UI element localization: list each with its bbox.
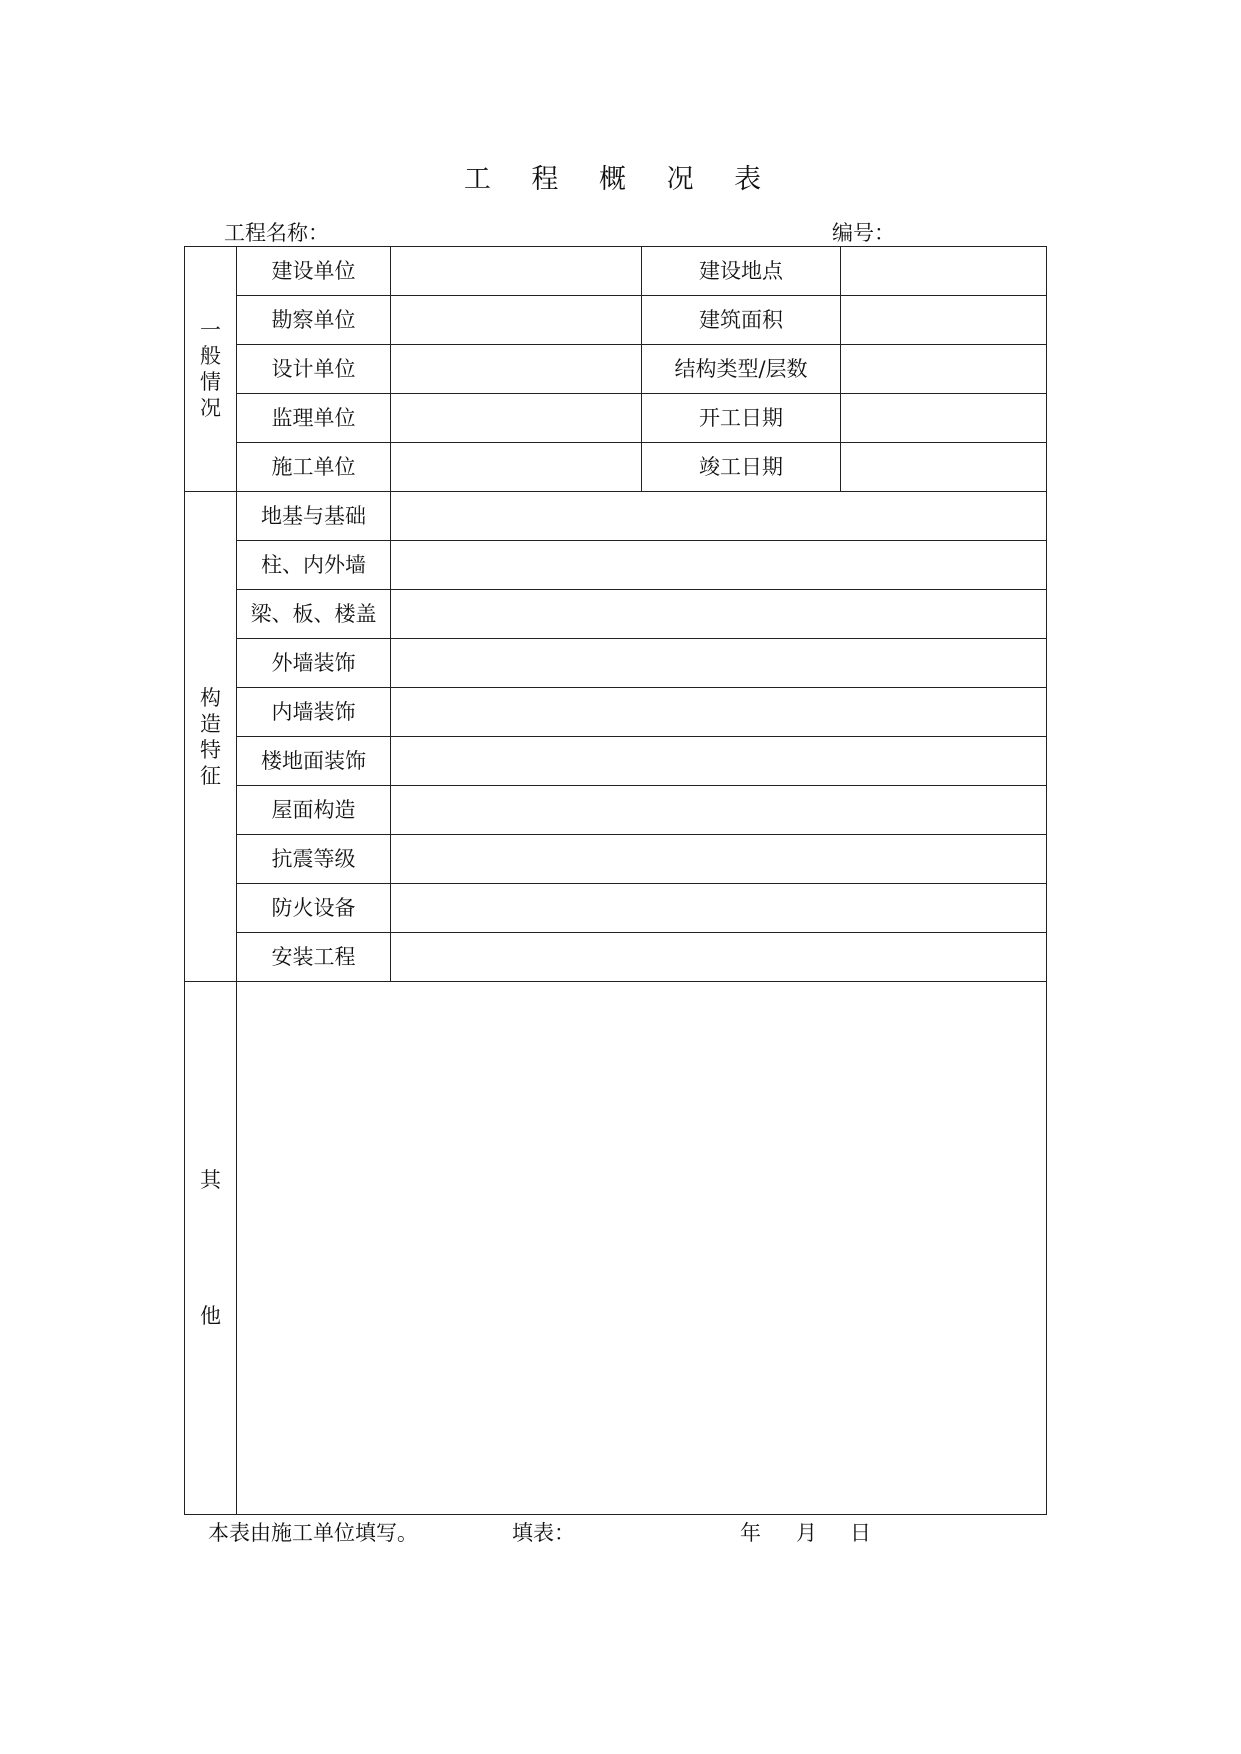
columns-walls-field[interactable] — [391, 541, 1047, 590]
table-row — [185, 982, 1047, 1515]
page-title: 工 程 概 况 表 — [463, 164, 778, 195]
field-label-installation: 安装工程 — [237, 933, 391, 982]
footer-note: 本表由施工单位填写。 — [208, 1521, 418, 1545]
field-label-seismic-grade: 抗震等级 — [237, 835, 391, 884]
field-label-interior-finish: 内墙装饰 — [237, 688, 391, 737]
year-label: 年 — [740, 1521, 761, 1545]
interior-finish-field[interactable] — [391, 688, 1047, 737]
table-row — [185, 247, 1047, 296]
other-section-label — [185, 982, 237, 1515]
table-row — [185, 541, 1047, 590]
field-label-columns-walls: 柱、内外墙 — [237, 541, 391, 590]
general-section-label — [185, 247, 237, 492]
table-row — [185, 492, 1047, 541]
section-label-char: 一 — [200, 318, 221, 342]
field-label-supervision-unit: 监理单位 — [237, 394, 391, 443]
section-label-char: 特 — [200, 737, 221, 762]
building-area-field[interactable] — [841, 296, 1047, 345]
roof-construction-field[interactable] — [391, 786, 1047, 835]
serial-number-label: 编号： — [832, 221, 895, 245]
project-overview-table — [184, 246, 1047, 1515]
field-label-construction-unit: 建设单位 — [237, 247, 391, 296]
filler-label: 填表： — [512, 1521, 575, 1545]
table-row — [185, 345, 1047, 394]
supervision-unit-field[interactable] — [391, 394, 642, 443]
field-label-design-unit: 设计单位 — [237, 345, 391, 394]
field-label-survey-unit: 勘察单位 — [237, 296, 391, 345]
construction-unit-field[interactable] — [391, 247, 642, 296]
table-row — [185, 933, 1047, 982]
month-label: 月 — [796, 1521, 817, 1545]
section-label-char: 造 — [200, 711, 221, 736]
field-label-construction-site: 建设地点 — [642, 247, 841, 296]
section-label-char: 征 — [200, 763, 221, 788]
contractor-unit-field[interactable] — [391, 443, 642, 492]
table-row — [185, 296, 1047, 345]
structure-section-label — [185, 492, 237, 982]
table-row — [185, 443, 1047, 492]
table-row — [185, 835, 1047, 884]
field-label-start-date: 开工日期 — [642, 394, 841, 443]
table-row — [185, 590, 1047, 639]
design-unit-field[interactable] — [391, 345, 642, 394]
table-row — [185, 394, 1047, 443]
field-label-foundation: 地基与基础 — [237, 492, 391, 541]
section-label-char: 况 — [200, 396, 221, 420]
table-row — [185, 884, 1047, 933]
section-label-char: 情 — [200, 370, 221, 394]
structure-type-field[interactable] — [841, 345, 1047, 394]
beams-slabs-field[interactable] — [391, 590, 1047, 639]
field-label-building-area: 建筑面积 — [642, 296, 841, 345]
construction-site-field[interactable] — [841, 247, 1047, 296]
section-label-char: 构 — [200, 685, 221, 710]
table-row — [185, 639, 1047, 688]
table-row — [185, 737, 1047, 786]
field-label-fire-equipment: 防火设备 — [237, 884, 391, 933]
table-row — [185, 786, 1047, 835]
field-label-structure-type: 结构类型/层数 — [642, 345, 841, 394]
section-label-char: 他 — [200, 1304, 221, 1328]
field-label-contractor-unit: 施工单位 — [237, 443, 391, 492]
installation-field[interactable] — [391, 933, 1047, 982]
other-notes-field[interactable] — [237, 982, 1047, 1515]
field-label-completion-date: 竣工日期 — [642, 443, 841, 492]
field-label-beams-slabs: 梁、板、楼盖 — [237, 590, 391, 639]
section-label-char: 般 — [200, 344, 221, 368]
foundation-field[interactable] — [391, 492, 1047, 541]
project-name-label: 工程名称： — [224, 221, 329, 245]
field-label-floor-finish: 楼地面装饰 — [237, 737, 391, 786]
section-label-char: 其 — [200, 1168, 221, 1192]
exterior-finish-field[interactable] — [391, 639, 1047, 688]
floor-finish-field[interactable] — [391, 737, 1047, 786]
start-date-field[interactable] — [841, 394, 1047, 443]
fire-equipment-field[interactable] — [391, 884, 1047, 933]
field-label-exterior-finish: 外墙装饰 — [237, 639, 391, 688]
completion-date-field[interactable] — [841, 443, 1047, 492]
day-label: 日 — [850, 1521, 871, 1545]
table-row — [185, 688, 1047, 737]
field-label-roof-construction: 屋面构造 — [237, 786, 391, 835]
survey-unit-field[interactable] — [391, 296, 642, 345]
seismic-grade-field[interactable] — [391, 835, 1047, 884]
